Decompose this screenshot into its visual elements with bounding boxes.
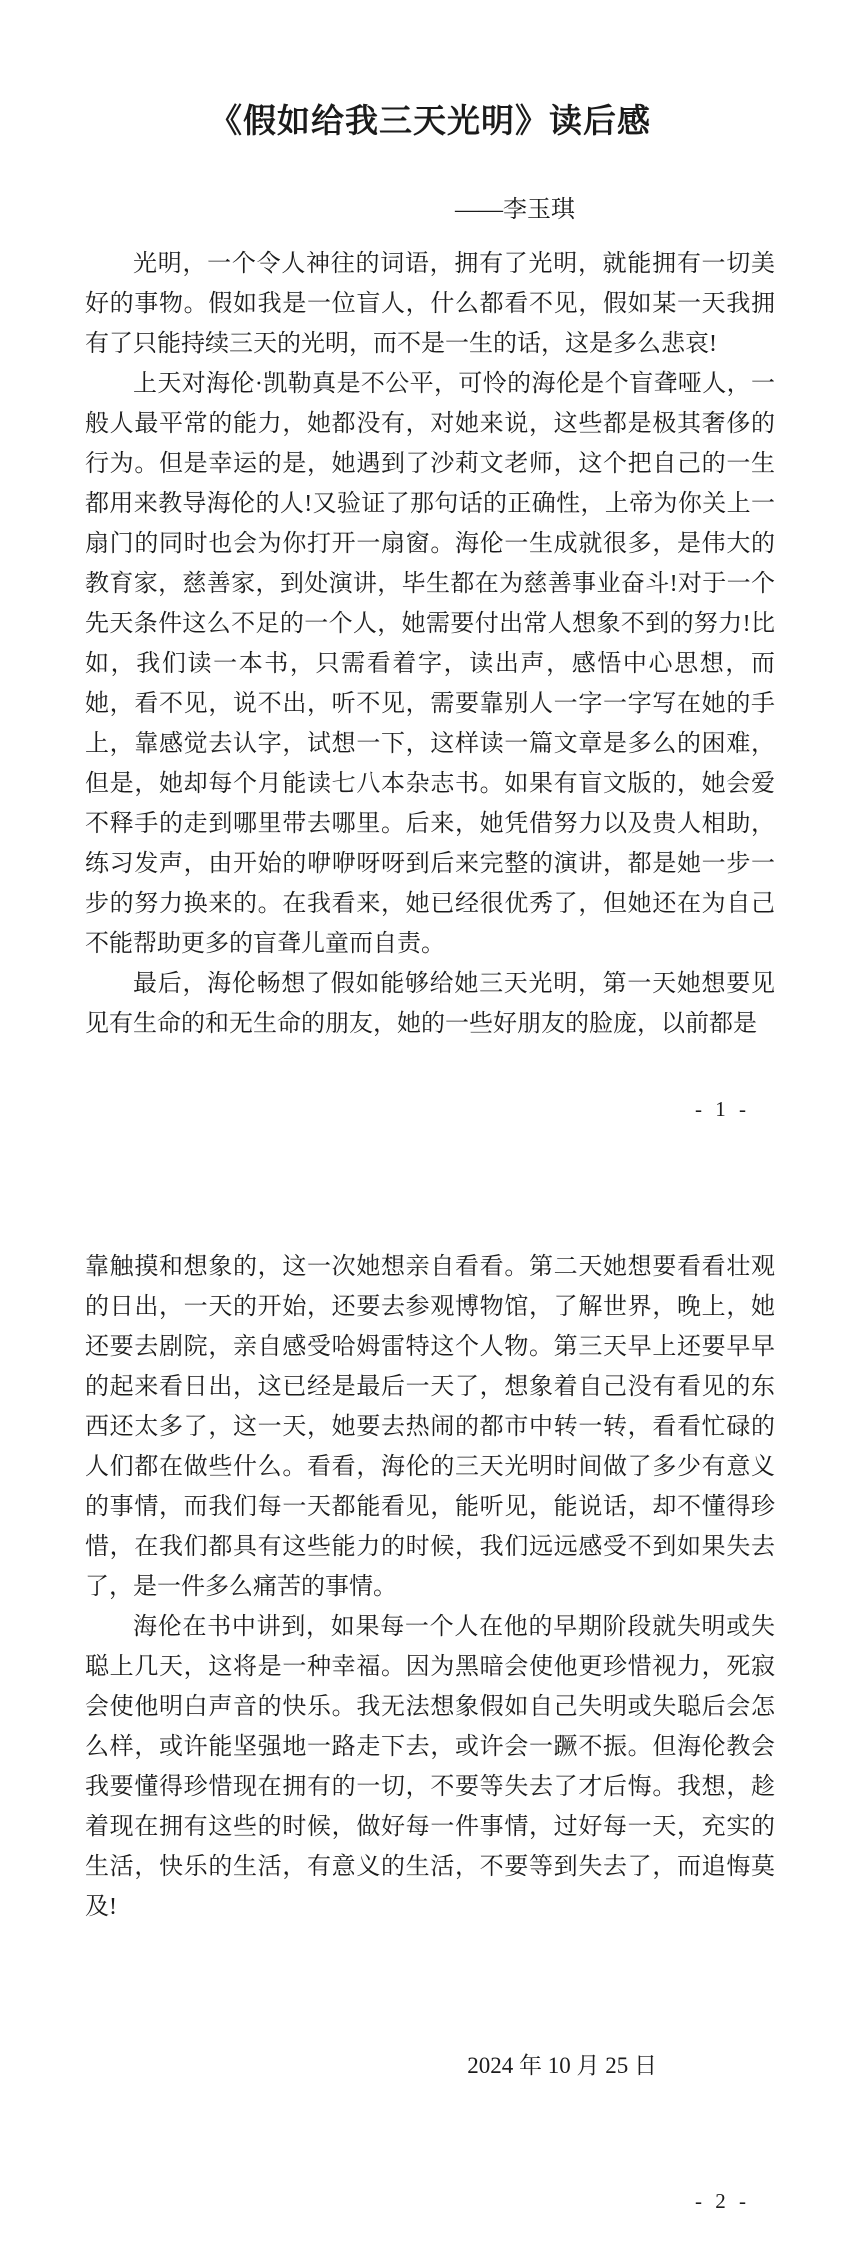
page-2-body bbox=[85, 1247, 775, 1927]
paragraph-intro: 光明，一个令人神往的词语，拥有了光明，就能拥有一切美好的事物。假如我是一位盲人，什么都看不见，假如某一天我拥有了只能持续三天的光明，而不是一生的话，这是多么悲哀! bbox=[85, 251, 775, 357]
paragraph-helen-story: 上天对海伦·凯勒真是不公平，可怜的海伦是个盲聋哑人，一般人最平常的能力，她都没有，对她来说，这些都是极其奢侈的行为。但是幸运的是，她遇到了沙莉文老师，这个把自己的一生都用来教导海伦的人!又验证了那句话的正确性，上帝为你关上一扇门的同时也会为你打开一扇窗。海伦一生成就很多，是伟大的教育家，慈善家，到处演讲，毕生都在为慈善事业奋斗!对于一个先天条件这么不足的一个人，她需要付出常人想象不到的努力!比如，我们读一本书，只需看着字，读出声，感悟中心思想，而她，看不见，说不出，听不见，需要靠别人一字一字写在她的手上，靠感觉去认字，试想一下，这样读一篇文章是多么的困难，但是，她却每个月能读七八本杂志书。如果有盲文版的，她会爱不释手的走到哪里带去哪里。后来，她凭借努力以及贵人相助，练习发声，由开始的咿咿呀呀到后来完整的演讲，都是她一步一步的努力换来的。在我看来，她已经很优秀了，但她还在为自己不能帮助更多的盲聋儿童而自责。 bbox=[85, 371, 775, 957]
document-title: 《假如给我三天光明》读后感 bbox=[209, 104, 651, 140]
paragraph-three-days-start: 最后，海伦畅想了假如能够给她三天光明，第一天她想要见见有生命的和无生命的朋友，她的一些好朋友的脸庞，以前都是 bbox=[85, 971, 775, 1037]
page-1-body bbox=[85, 244, 775, 1044]
paragraph-three-days-continuation: 靠触摸和想象的，这一次她想亲自看看。第二天她想要看看壮观的日出，一天的开始，还要去参观博物馆，了解世界，晚上，她还要去剧院，亲自感受哈姆雷特这个人物。第三天早上还要早早的起来看日出，这已经是最后一天了，想象着自己没有看见的东西还太多了，这一天，她要去热闹的都市中转一转，看看忙碌的人们都在做些什么。看看，海伦的三天光明时间做了多少有意义的事情，而我们每一天都能看见，能听见，能说话，却不懂得珍惜，在我们都具有这些能力的时候，我们远远感受不到如果失去了，是一件多么痛苦的事情。 bbox=[85, 1254, 775, 1600]
page-number-1: - 1 - bbox=[695, 1097, 750, 1121]
date-line: 2024 年 10 月 25 日 bbox=[467, 2053, 657, 2078]
paragraph-reflection: 海伦在书中讲到，如果每一个人在他的早期阶段就失明或失聪上几天，这将是一种幸福。因为黑暗会使他更珍惜视力，死寂会使他明白声音的快乐。我无法想象假如自己失明或失聪后会怎么样，或许能坚强地一路走下去，或许会一蹶不振。但海伦教会我要懂得珍惜现在拥有的一切，不要等失去了才后悔。我想，趁着现在拥有这些的时候，做好每一件事情，过好每一天，充实的生活，快乐的生活，有意义的生活，不要等到失去了，而追悔莫及! bbox=[85, 1614, 775, 1920]
page-1 bbox=[0, 100, 860, 1228]
page-number-2: - 2 - bbox=[695, 2189, 750, 2213]
page-2 bbox=[0, 1228, 860, 2216]
author-signature: ——李玉琪 bbox=[455, 197, 575, 223]
